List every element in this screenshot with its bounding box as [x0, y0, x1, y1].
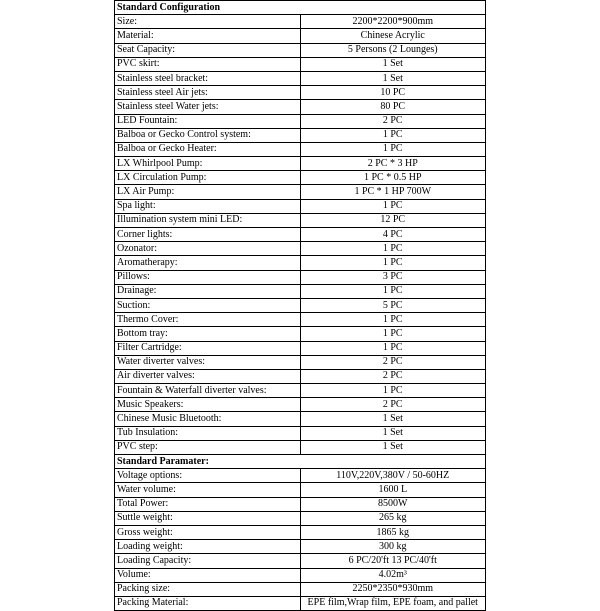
row-value: 1 Set [300, 440, 486, 454]
row-label: Water volume: [115, 483, 301, 497]
row-value: 1 PC [300, 242, 486, 256]
table-row [115, 57, 486, 71]
row-label: LED Fountain: [115, 114, 301, 128]
row-value: 6 PC/20'ft 13 PC/40'ft [300, 554, 486, 568]
table-row [115, 341, 486, 355]
row-value: 1865 kg [300, 525, 486, 539]
row-value: 1 PC [300, 199, 486, 213]
row-value: EPE film,Wrap film, EPE foam, and pallet [300, 596, 486, 610]
table-row [115, 114, 486, 128]
table-row [115, 398, 486, 412]
row-value: 1 PC [300, 128, 486, 142]
row-label: Suttle weight: [115, 511, 301, 525]
row-label: Total Power: [115, 497, 301, 511]
table-row [115, 256, 486, 270]
row-label: Stainless steel Air jets: [115, 86, 301, 100]
row-label: Aromatherapy: [115, 256, 301, 270]
table-row [115, 199, 486, 213]
table-row [115, 525, 486, 539]
table-row [115, 355, 486, 369]
table-row [115, 29, 486, 43]
row-value: 8500W [300, 497, 486, 511]
table-row [115, 242, 486, 256]
row-label: Loading weight: [115, 540, 301, 554]
row-value: 1 PC * 0.5 HP [300, 171, 486, 185]
section-header-row [115, 455, 486, 469]
table-row [115, 469, 486, 483]
row-label: Packing Material: [115, 596, 301, 610]
row-value: 5 PC [300, 298, 486, 312]
row-label: Thermo Cover: [115, 313, 301, 327]
row-value: 4 PC [300, 228, 486, 242]
row-label: Suction: [115, 298, 301, 312]
table-row [115, 15, 486, 29]
row-label: Spa light: [115, 199, 301, 213]
row-value: 1600 L [300, 483, 486, 497]
row-label: Seat Capacity: [115, 43, 301, 57]
table-row [115, 86, 486, 100]
row-label: Pillows: [115, 270, 301, 284]
table-row [115, 554, 486, 568]
table-row [115, 298, 486, 312]
row-value: 1 PC [300, 284, 486, 298]
row-value: 1 PC [300, 384, 486, 398]
table-row [115, 596, 486, 610]
table-row [115, 483, 486, 497]
row-label: LX Circulation Pump: [115, 171, 301, 185]
row-label: Balboa or Gecko Heater: [115, 142, 301, 156]
table-row [115, 228, 486, 242]
row-value: 2 PC [300, 369, 486, 383]
row-value: 2 PC * 3 HP [300, 157, 486, 171]
row-label: Drainage: [115, 284, 301, 298]
table-row [115, 128, 486, 142]
spec-table [114, 0, 486, 611]
row-value: 1 Set [300, 412, 486, 426]
row-label: Corner lights: [115, 228, 301, 242]
row-label: Volume: [115, 568, 301, 582]
row-label: Fountain & Waterfall diverter valves: [115, 384, 301, 398]
row-label: Packing size: [115, 582, 301, 596]
table-row [115, 43, 486, 57]
spec-table-body [115, 1, 486, 611]
table-row [115, 369, 486, 383]
row-value: 2 PC [300, 398, 486, 412]
table-row [115, 497, 486, 511]
table-row [115, 327, 486, 341]
row-label: Stainless steel Water jets: [115, 100, 301, 114]
table-row [115, 511, 486, 525]
row-label: Illumination system mini LED: [115, 213, 301, 227]
row-label: Bottom tray: [115, 327, 301, 341]
row-value: 265 kg [300, 511, 486, 525]
row-label: Voltage options: [115, 469, 301, 483]
row-label: LX Air Pump: [115, 185, 301, 199]
row-value: 4.02m³ [300, 568, 486, 582]
row-value: 80 PC [300, 100, 486, 114]
row-value: 5 Persons (2 Lounges) [300, 43, 486, 57]
row-label: Loading Capacity: [115, 554, 301, 568]
row-value: 1 PC [300, 341, 486, 355]
row-value: 2250*2350*930mm [300, 582, 486, 596]
row-value: 1 Set [300, 426, 486, 440]
row-label: Water diverter valves: [115, 355, 301, 369]
row-value: 1 PC [300, 256, 486, 270]
table-row [115, 185, 486, 199]
row-value: 2 PC [300, 114, 486, 128]
table-row [115, 284, 486, 298]
row-label: Balboa or Gecko Control system: [115, 128, 301, 142]
row-label: PVC skirt: [115, 57, 301, 71]
table-row [115, 412, 486, 426]
row-label: Tub Insulation: [115, 426, 301, 440]
row-label: Ozonator: [115, 242, 301, 256]
row-label: Filter Cartridge: [115, 341, 301, 355]
section-title: Standard Configuration [115, 1, 486, 15]
row-value: 10 PC [300, 86, 486, 100]
row-label: LX Whirlpool Pump: [115, 157, 301, 171]
row-label: Gross weight: [115, 525, 301, 539]
row-value: 1 PC * 1 HP 700W [300, 185, 486, 199]
table-row [115, 71, 486, 85]
section-title: Standard Paramater: [115, 455, 486, 469]
table-row [115, 582, 486, 596]
row-value: 2200*2200*900mm [300, 15, 486, 29]
table-row [115, 313, 486, 327]
table-row [115, 213, 486, 227]
row-value: 1 PC [300, 142, 486, 156]
table-row [115, 100, 486, 114]
row-label: Music Speakers: [115, 398, 301, 412]
row-label: Air diverter valves: [115, 369, 301, 383]
row-value: 2 PC [300, 355, 486, 369]
row-value: 300 kg [300, 540, 486, 554]
row-value: Chinese Acrylic [300, 29, 486, 43]
row-value: 3 PC [300, 270, 486, 284]
row-label: Stainless steel bracket: [115, 71, 301, 85]
row-label: Material: [115, 29, 301, 43]
table-row [115, 171, 486, 185]
table-row [115, 270, 486, 284]
table-row [115, 426, 486, 440]
row-label: Size: [115, 15, 301, 29]
row-label: PVC step: [115, 440, 301, 454]
row-value: 1 PC [300, 327, 486, 341]
table-row [115, 384, 486, 398]
row-label: Chinese Music Bluetooth: [115, 412, 301, 426]
table-row [115, 540, 486, 554]
row-value: 110V,220V,380V / 50-60HZ [300, 469, 486, 483]
row-value: 1 Set [300, 71, 486, 85]
table-row [115, 440, 486, 454]
table-row [115, 568, 486, 582]
table-row [115, 142, 486, 156]
section-header-row [115, 1, 486, 15]
row-value: 1 PC [300, 313, 486, 327]
table-row [115, 157, 486, 171]
row-value: 1 Set [300, 57, 486, 71]
row-value: 12 PC [300, 213, 486, 227]
